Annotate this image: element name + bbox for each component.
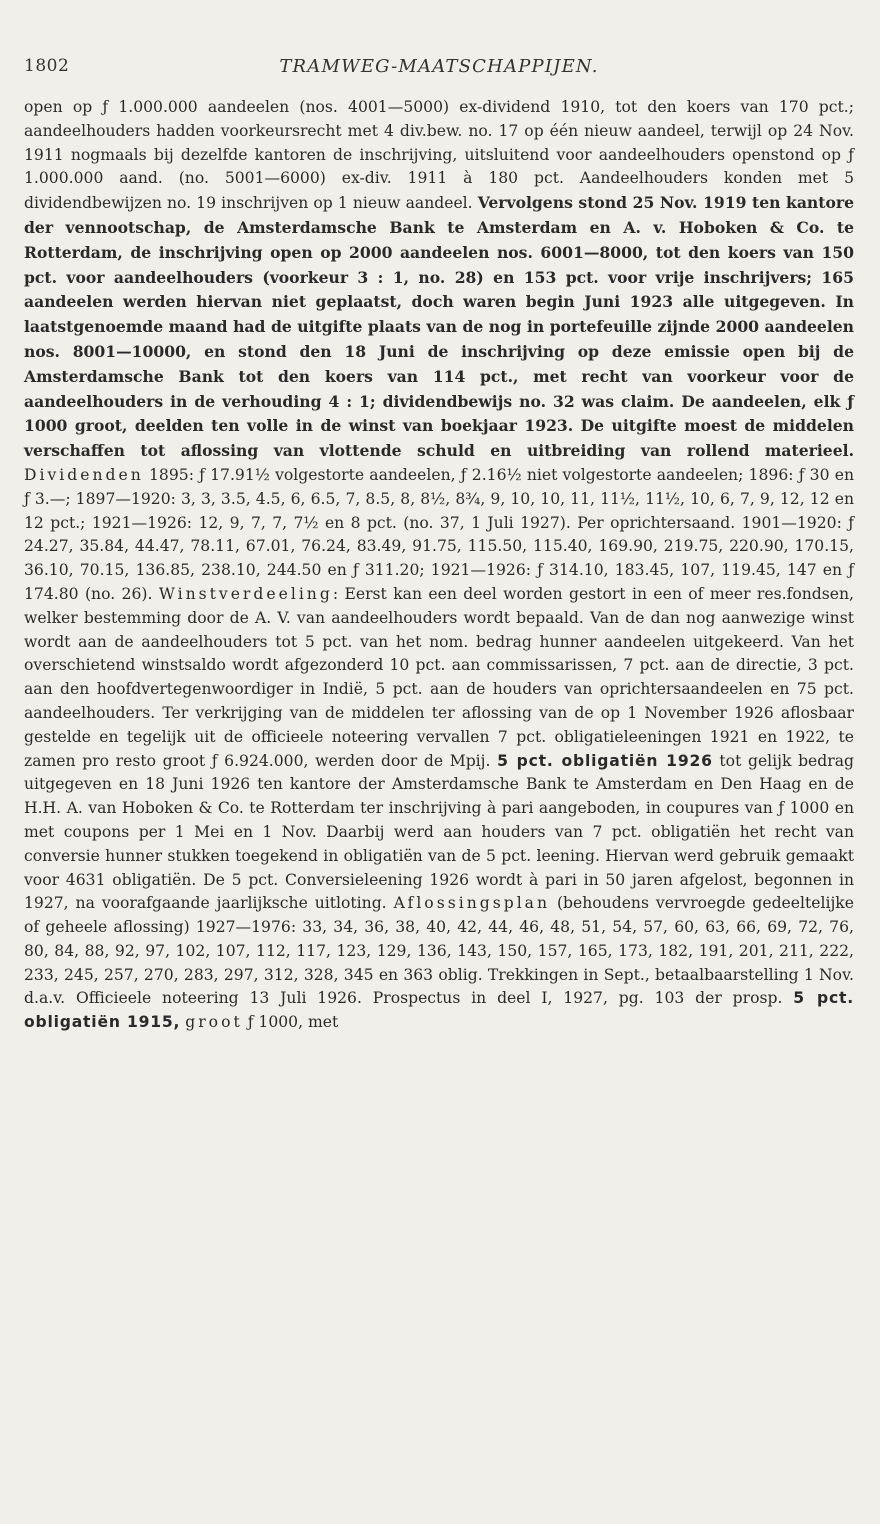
text-segment: : Eerst kan een deel worden gestort in een of meer res.fondsen, welker bestemming door de A. V. van aandeelhouders wordt bepaald. Van de dan nog aanwezige winst wordt aan de aandeelhouders tot 5 pct. van het nom. bedrag hunner aandeelen uitgekeerd. Van het overschietend winstsaldo wordt afgezonderd 10 pct. aan commissarissen, 7 pct. aan de directie, 3 pct. aan den hoofdvertegenwoordiger in Indië, 5 pct. aan de houders van oprichtersaandeelen en 75 pct. aandeelhouders. Ter verkrijging van de middelen ter aflossing van de op 1 November 1926 aflosbaar gestelde en tegelijk uit de officieele noteering vervallen 7 pct. obligatieleeningen 1921 en 1922, te zamen pro resto groot ƒ 6.924.000, werden door de Mpij. [24, 584, 854, 770]
section-label-winstverdeeling: Winstverdeeling [158, 584, 333, 603]
text-segment: Vervolgens stond 25 Nov. 1919 ten kantore der vennootschap, de Amsterdamsche Bank te Amsterdam en A. v. Hoboken & Co. te Rotterdam, de inschrijving open op 2000 aandeelen nos. 6001—8000, tot den koers van 150 pct. voor aandeelhouders (voorkeur 3 : 1, no. 28) en 153 pct. voor vrije inschrijvers; 165 aandeelen werden hiervan niet geplaatst, doch waren begin Juni 1923 alle uitgegeven. In laatstgenoemde maand had de uitgifte plaats van de nog in portefeuille zijnde 2000 aandeelen nos. 8001—10000, en stond den 18 Juni de inschrijving op deze emissie open bij de Amsterdamsche Bank tot den koers van 114 pct., met recht van voorkeur voor de aandeelhouders in de verhouding 4 : 1; dividendbewijs no. 32 was claim. De aandeelen, elk ƒ 1000 groot, deelden ten volle in de winst van boekjaar 1923. De uitgifte moest de middelen verschaffen tot aflossing van vlottende schuld en uitbreiding van rollend materieel. [24, 193, 855, 461]
text-segment: open op ƒ 1.000.000 aandeelen (nos. 4001—5000) ex-dividend 1910, tot den koers van 170 pct.; aandeelhouders hadden voorkeursrecht met 4 div.bew. no. 17 op één nieuw aandeel, terwijl op 24 Nov. 1911 nogmaals bij dezelfde kantoren de inschrijving, uitsluitend voor aandeelhouders openstond op ƒ 1.000.000 aand. (no. 5001—6000) ex-div. 1911 à 180 pct. Aandeelhouders konden met 5 dividendbewijzen no. 19 inschrijven op 1 nieuw aandeel. [24, 98, 854, 213]
running-title: TRAMWEG-MAATSCHAPPIJEN. [279, 56, 599, 77]
section-label-aflossingsplan: Aflossingsplan [393, 894, 551, 913]
body-text [24, 96, 854, 1035]
page-header [24, 56, 854, 96]
text-segment: 1895: ƒ 17.91½ volgestorte aandeelen, ƒ 2.16½ niet volgestorte aandeelen; 1896: ƒ 30 en ƒ 3.—; 1897—1920: 3, 3, 3.5, 4.5, 6, 6.5, 7, 8.5, 8, 8½, 8¾, 9, 10, 10, 11, 11½, 11½, 10, 6, 7, 9, 12, 12 en 12 pct.; 1921—1926: 12, 9, 7, 7, 7½ en 8 pct. (no. 37, 1 Juli 1927). Per oprichtersaand. 1901—1920: ƒ 24.27, 35.84, 44.47, 78.11, 67.01, 76.24, 83.49, 91.75, 115.50, 115.40, 169.90, 219.75, 220.90, 170.15, 36.10, 70.15, 136.85, 238.10, 244.50 en ƒ 311.20; 1921—1926: ƒ 314.10, 183.45, 107, 119.45, 147 en ƒ 174.80 (no. 26). [24, 465, 854, 603]
page-number: 1802 [24, 56, 70, 76]
loan-heading-1926: 5 pct. obligatiën 1926 [497, 751, 713, 770]
loan-heading-1915: 5 pct. obligatiën 1915, [24, 989, 854, 1032]
text-segment: tot gelijk bedrag uitgegeven en 18 Juni 1926 ten kantore der Amsterdamsche Bank te Amsterdam en Den Haag en de H.H. A. van Hoboken & Co. te Rotterdam ter inschrijving à pari aangeboden, in coupures van ƒ 1000 en met coupons per 1 Mei en 1 Nov. Daarbij werd aan houders van 7 pct. obligatiën het recht van conversie hunner stukken toegekend in obligatiën van de 5 pct. leening. Hiervan werd gebruik gemaakt voor 4631 obligatiën. De 5 pct. Conversieleening 1926 wordt à pari in 50 jaren afgelost, begonnen in 1927, na voorafgaande jaarlijksche uitloting. [24, 751, 855, 913]
text-segment: ƒ 1000, met [242, 1013, 339, 1032]
spaced-word-groot: groot [185, 1013, 243, 1032]
text-segment: (behoudens vervroegde gedeeltelijke of geheele aflossing) 1927—1976: 33, 34, 36, 38, 40, 42, 44, 46, 48, 51, 54, 57, 60, 63, 66, 69, 72, 76, 80, 84, 88, 92, 97, 102, 107, 112, 117, 123, 129, 136, 143, 150, 157, 165, 173, 182, 191, 201, 211, 222, 233, 245, 257, 270, 283, 297, 312, 328, 345 en 363 oblig. Trekkingen in Sept., betaalbaarstelling 1 Nov. d.a.v. Officieele noteering 13 Juli 1926. Prospectus in deel I, 1927, pg. 103 der prosp. [24, 894, 854, 1008]
section-label-dividenden: Dividenden [24, 465, 144, 484]
